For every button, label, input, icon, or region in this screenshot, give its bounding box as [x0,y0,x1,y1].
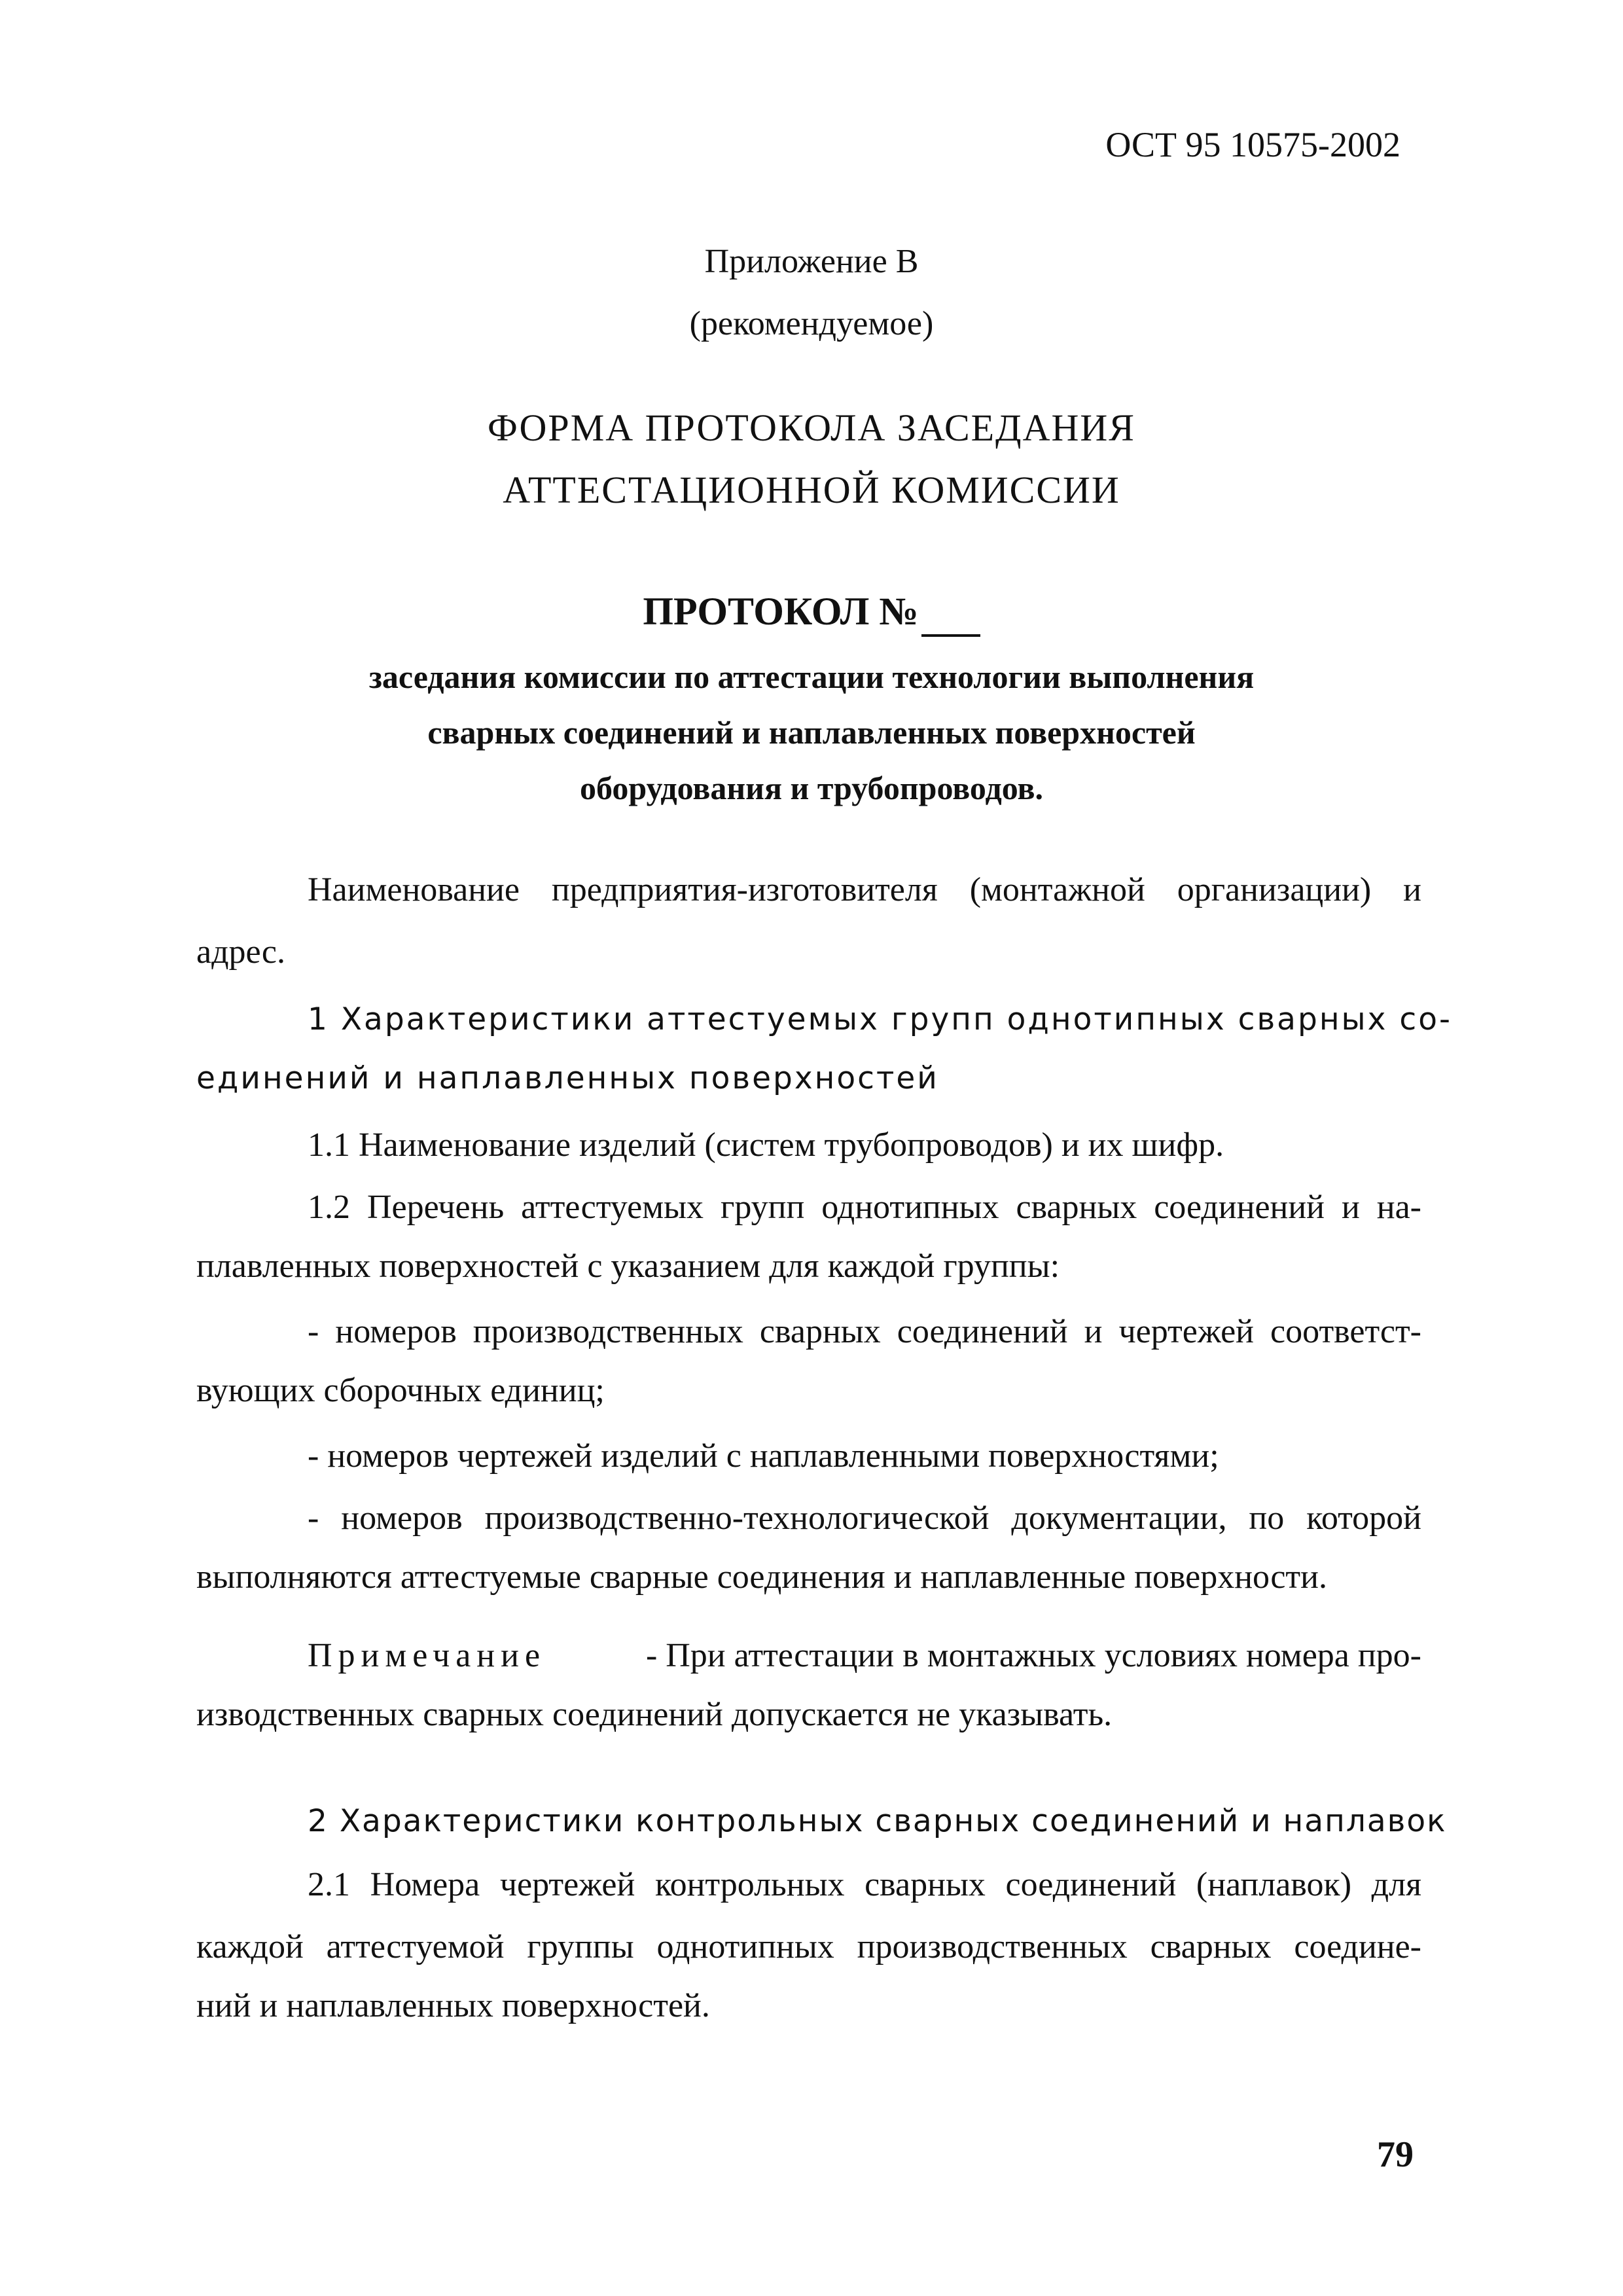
item-1-2-line2: плавленных поверхностей с указанием для каждой группы: [196,1247,1060,1285]
section1-heading-line1: 1 Характеристики аттестуемых групп однотипных сварных со- [308,1001,1452,1037]
item-1-1: 1.1 Наименование изделий (систем трубопроводов) и их шифр. [308,1126,1224,1164]
protocol-subtitle-line1: заседания комиссии по аттестации технологии выполнения [368,658,1255,695]
bullet1-line1: - номеров производственных сварных соединений и чертежей соответст- [308,1313,1421,1350]
bullet3-line1: - номеров производственно-технологической документации, по которой [308,1499,1421,1537]
appendix-label: Приложение В [704,243,919,280]
note-label: Примечание [308,1637,546,1674]
page-number: 79 [1377,2134,1414,2175]
bullet2: - номеров чертежей изделий с наплавленными поверхностями; [308,1437,1219,1475]
protocol-title-text: ПРОТОКОЛ № [643,590,919,633]
note-line1 [308,1636,1421,1675]
section2-heading: 2 Характеристики контрольных сварных соединений и наплавок [308,1803,1447,1839]
bullet1-line2: вующих сборочных единиц; [196,1372,605,1409]
appendix-type: (рекомендуемое) [689,305,934,342]
item-2-1-line3: ний и наплавленных поверхностей. [196,1987,710,2024]
protocol-subtitle-line2: сварных соединений и наплавленных поверхностей [427,714,1196,751]
bullet3-line2: выполняются аттестуемые сварные соединения и наплавленные поверхности. [196,1558,1327,1596]
protocol-number-blank [921,589,980,637]
protocol-subtitle-line3: оборудования и трубопроводов. [579,770,1043,806]
organization-line2: адрес. [196,933,285,971]
item-1-2-line1: 1.2 Перечень аттестуемых групп однотипных сварных соединений и на- [308,1189,1421,1226]
item-2-1-line2: каждой аттестуемой группы однотипных производственных сварных соедине- [196,1928,1421,1965]
note-text-line1: - При аттестации в монтажных условиях номера про- [645,1637,1421,1674]
organization-line1: Наименование предприятия-изготовителя (монтажной организации) и [308,871,1421,908]
note-line2: изводственных сварных соединений допускается не указывать. [196,1696,1113,1733]
item-2-1-line1: 2.1 Номера чертежей контрольных сварных соединений (наплавок) для [308,1866,1421,1903]
form-title-line2: АТТЕСТАЦИОННОЙ КОМИССИИ [503,469,1120,511]
document-code: ОСТ 95 10575-2002 [1105,125,1400,164]
protocol-title [0,589,1623,637]
section1-heading-line2: единений и наплавленных поверхностей [196,1060,939,1096]
form-title-line1: ФОРМА ПРОТОКОЛА ЗАСЕДАНИЯ [488,406,1135,449]
